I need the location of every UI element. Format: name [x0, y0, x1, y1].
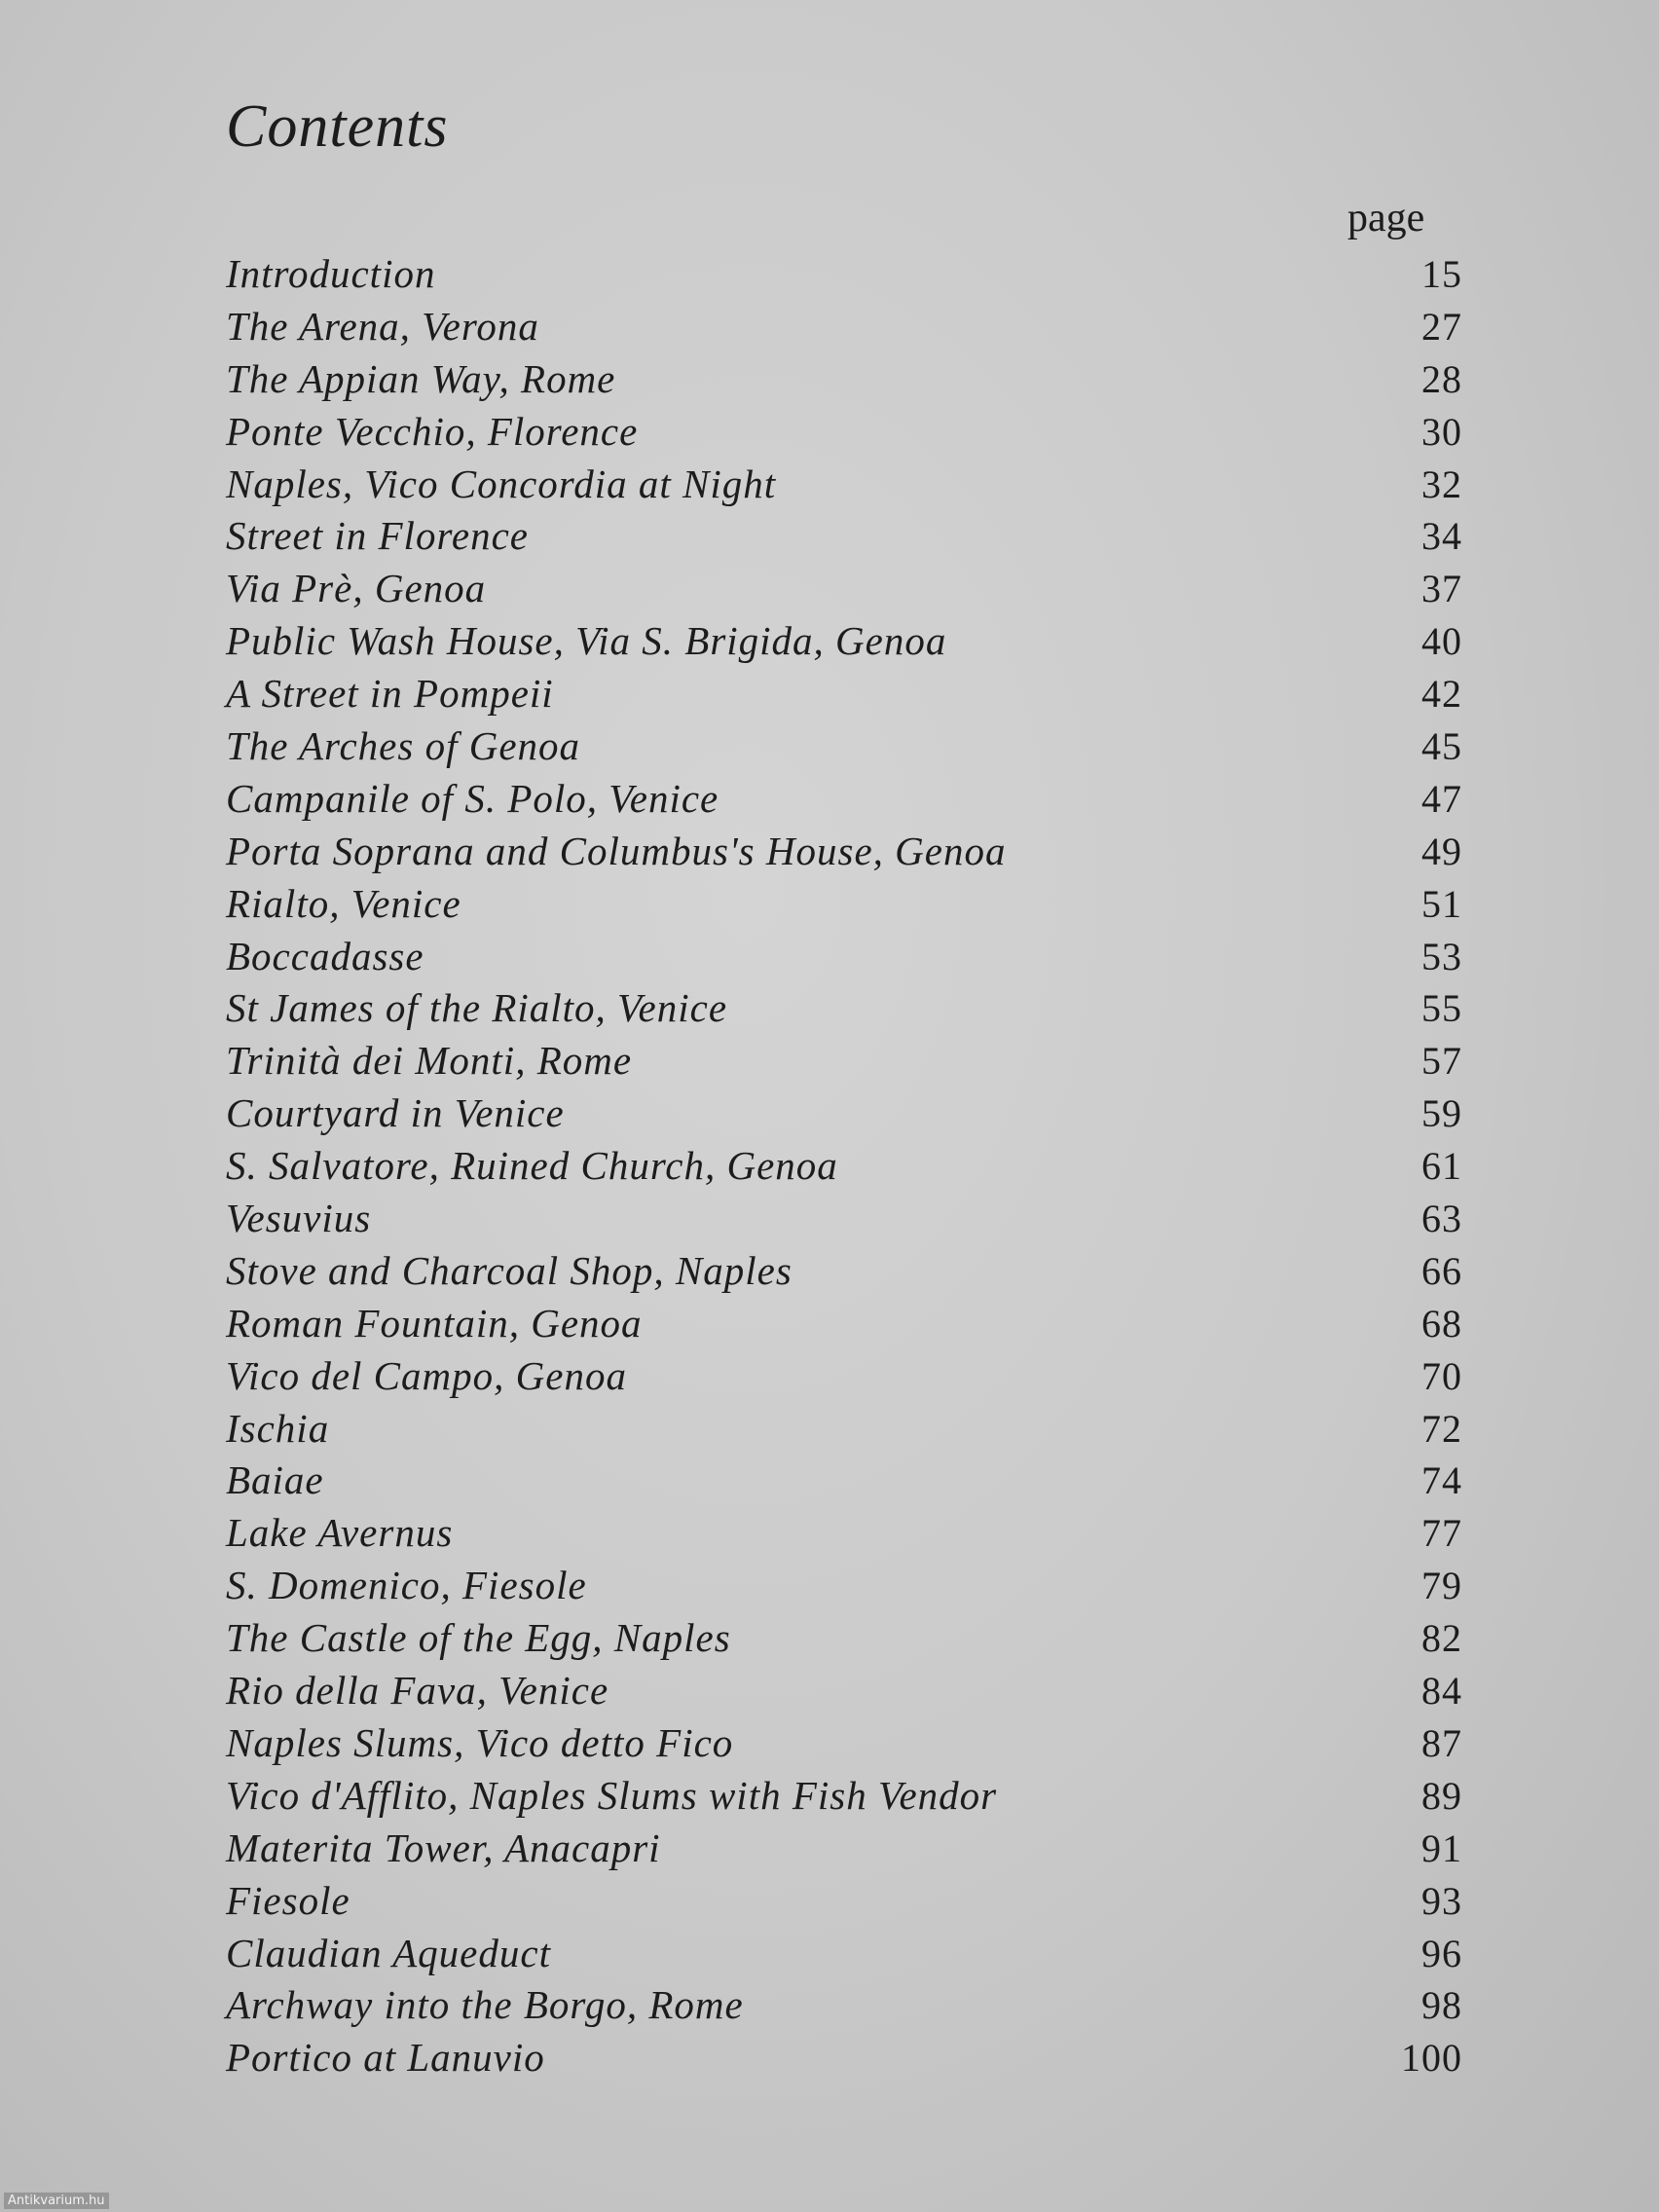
toc-entry-title: The Arena, Verona — [226, 303, 539, 349]
toc-entry-title: Via Prè, Genoa — [226, 566, 487, 611]
toc-entry-title: The Arches of Genoa — [226, 723, 581, 769]
contents-heading: Contents — [226, 93, 449, 160]
toc-entry-page: 93 — [1421, 1878, 1462, 1923]
toc-entry — [226, 1979, 1462, 2032]
toc-entry-page: 49 — [1421, 829, 1462, 873]
toc-entry-page: 30 — [1421, 409, 1462, 454]
toc-entry-title: Campanile of S. Polo, Venice — [226, 775, 719, 821]
toc-entry — [226, 1350, 1462, 1403]
toc-entry-title: Ponte Vecchio, Florence — [226, 408, 639, 454]
toc-entry-title: Ischia — [226, 1405, 330, 1451]
toc-entry-title: Materita Tower, Anacapri — [226, 1825, 661, 1870]
toc-entry-title: The Castle of the Egg, Naples — [226, 1615, 731, 1661]
toc-entry-page: 27 — [1421, 304, 1462, 349]
toc-entry-page: 37 — [1421, 567, 1462, 611]
toc-entry-title: Trinità dei Monti, Rome — [226, 1038, 633, 1084]
toc-entry-page: 45 — [1421, 724, 1462, 769]
toc-entry-page: 47 — [1421, 776, 1462, 821]
toc-entry — [226, 1507, 1462, 1560]
toc-entry-title: St James of the Rialto, Venice — [226, 985, 728, 1031]
toc-entry-page: 42 — [1421, 672, 1462, 717]
toc-entry — [226, 2032, 1462, 2084]
toc-entry-title: Porta Soprana and Columbus's House, Genoa — [226, 828, 1007, 873]
toc-entry — [226, 1665, 1462, 1717]
toc-entry-title: Naples, Vico Concordia at Night — [226, 461, 777, 506]
toc-entry-page: 87 — [1421, 1720, 1462, 1765]
toc-entry-page: 53 — [1421, 934, 1462, 978]
toc-entry — [226, 1770, 1462, 1823]
toc-entry-title: Boccadasse — [226, 933, 424, 978]
toc-entry-title: Baiae — [226, 1457, 324, 1503]
toc-entry-title: Portico at Lanuvio — [226, 2035, 545, 2081]
toc-entry-title: Introduction — [226, 251, 436, 296]
toc-entry — [226, 668, 1462, 720]
toc-entry — [226, 931, 1462, 983]
toc-entry — [226, 1035, 1462, 1088]
toc-entry — [226, 1193, 1462, 1245]
toc-entry-page: 32 — [1421, 461, 1462, 506]
toc-entry — [226, 826, 1462, 878]
toc-entry — [226, 510, 1462, 563]
toc-entry — [226, 459, 1462, 511]
toc-entry — [226, 1928, 1462, 1980]
toc-entry — [226, 773, 1462, 826]
toc-entry-page: 40 — [1421, 619, 1462, 664]
table-of-contents — [226, 248, 1462, 2084]
toc-entry-page: 89 — [1421, 1773, 1462, 1818]
toc-entry-title: Public Wash House, Via S. Brigida, Genoa — [226, 618, 947, 664]
toc-entry-title: Naples Slums, Vico detto Fico — [226, 1719, 734, 1765]
toc-entry-page: 34 — [1421, 514, 1462, 559]
toc-entry-title: Vico del Campo, Genoa — [226, 1352, 627, 1398]
toc-entry — [226, 1140, 1462, 1193]
toc-entry-title: A Street in Pompeii — [226, 671, 554, 717]
toc-entry-page: 61 — [1421, 1144, 1462, 1189]
toc-entry-page: 66 — [1421, 1248, 1462, 1293]
toc-entry — [226, 563, 1462, 615]
toc-entry-page: 79 — [1421, 1564, 1462, 1608]
toc-entry — [226, 406, 1462, 459]
toc-entry-title: S. Salvatore, Ruined Church, Genoa — [226, 1143, 838, 1189]
toc-entry-page: 96 — [1421, 1931, 1462, 1975]
toc-entry-title: Claudian Aqueduct — [226, 1930, 551, 1975]
toc-entry-title: Stove and Charcoal Shop, Naples — [226, 1247, 793, 1293]
toc-entry-title: The Appian Way, Rome — [226, 355, 616, 401]
watermark: Antikvarium.hu — [4, 2193, 109, 2209]
toc-entry — [226, 1823, 1462, 1875]
toc-entry-title: Fiesole — [226, 1877, 350, 1923]
toc-entry — [226, 1455, 1462, 1507]
toc-entry — [226, 878, 1462, 931]
toc-entry — [226, 615, 1462, 668]
toc-entry-page: 68 — [1421, 1301, 1462, 1346]
toc-entry — [226, 1612, 1462, 1665]
toc-entry-title: Vesuvius — [226, 1196, 372, 1241]
toc-entry-title: Rialto, Venice — [226, 880, 461, 926]
toc-entry-title: Courtyard in Venice — [226, 1090, 565, 1136]
toc-entry-page: 77 — [1421, 1511, 1462, 1556]
toc-entry-page: 15 — [1421, 252, 1462, 296]
toc-entry-page: 28 — [1421, 356, 1462, 401]
toc-entry-page: 98 — [1421, 1983, 1462, 2028]
toc-entry-title: Archway into the Borgo, Rome — [226, 1982, 744, 2028]
toc-entry-page: 51 — [1421, 881, 1462, 926]
toc-entry-title: Lake Avernus — [226, 1510, 454, 1556]
toc-entry — [226, 1298, 1462, 1350]
toc-entry-page: 57 — [1421, 1039, 1462, 1084]
toc-entry — [226, 248, 1462, 301]
toc-entry-title: S. Domenico, Fiesole — [226, 1563, 587, 1608]
toc-entry-page: 70 — [1421, 1353, 1462, 1398]
toc-entry — [226, 353, 1462, 406]
toc-entry — [226, 1403, 1462, 1456]
toc-entry — [226, 1245, 1462, 1298]
page-column-label: page — [1347, 196, 1425, 240]
toc-entry — [226, 1717, 1462, 1770]
toc-entry-page: 63 — [1421, 1197, 1462, 1241]
toc-entry — [226, 1560, 1462, 1612]
toc-entry — [226, 301, 1462, 353]
toc-entry — [226, 1875, 1462, 1928]
toc-entry — [226, 982, 1462, 1035]
toc-entry-page: 91 — [1421, 1825, 1462, 1870]
toc-entry-page: 59 — [1421, 1091, 1462, 1136]
toc-entry-page: 82 — [1421, 1616, 1462, 1661]
toc-entry-page: 100 — [1401, 2036, 1462, 2081]
toc-entry — [226, 720, 1462, 773]
toc-entry-page: 84 — [1421, 1669, 1462, 1714]
toc-entry-page: 72 — [1421, 1406, 1462, 1451]
toc-entry-title: Rio della Fava, Venice — [226, 1668, 609, 1714]
toc-entry-page: 74 — [1421, 1458, 1462, 1503]
toc-entry-title: Roman Fountain, Genoa — [226, 1300, 643, 1346]
toc-entry-page: 55 — [1421, 986, 1462, 1031]
toc-entry-title: Vico d'Afflito, Naples Slums with Fish Vendor — [226, 1772, 998, 1818]
toc-entry — [226, 1088, 1462, 1140]
toc-entry-title: Street in Florence — [226, 513, 529, 559]
